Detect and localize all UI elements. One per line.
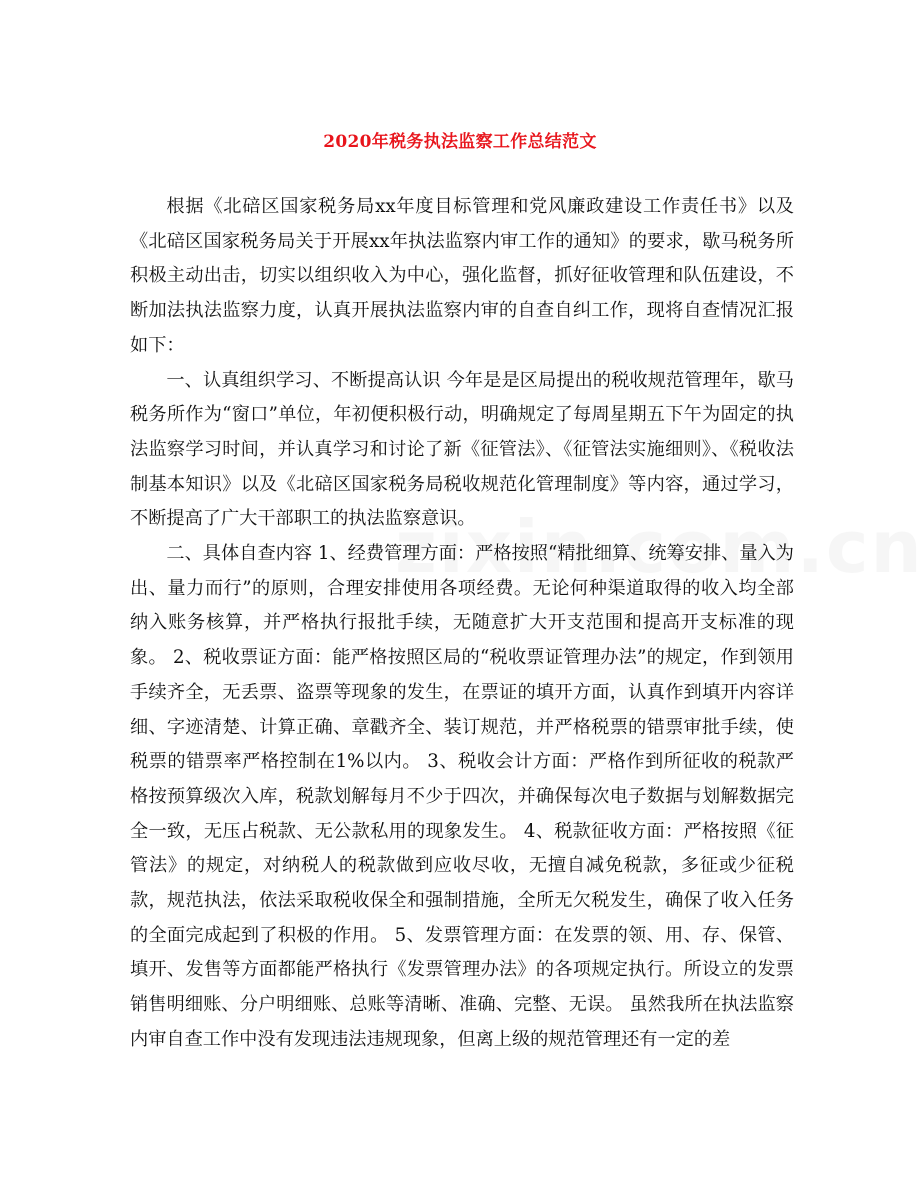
document-title: 2020年税务执法监察工作总结范文 — [323, 132, 597, 152]
paragraph-section-one: 一、认真组织学习、不断提高认识 今年是是区局提出的税收规范管理年，歇马税务所作为“窗口”单位，年初便积极行动，明确规定了每周星期五下午为固定的执法监察学习时间，并认真学习和讨论了新《征管法》、《征管法实施细则》、《税收法制基本知识》以及《北碚区国家税务局税收规范化管理制度》等内容，通过学习，不断提高了广大干部职工的执法监察意识。 — [130, 369, 794, 530]
paragraph-intro: 根据《北碚区国家税务局xx年度目标管理和党风廉政建设工作责任书》以及《北碚区国家税务局关于开展xx年执法监察内审工作的通知》的要求，歇马税务所积极主动出击，切实以组织收入为中心，强化监督，抓好征收管理和队伍建设，不断加法执法监察力度，认真开展执法监察内审的自查自纠工作，现将自查情况汇报如下： — [130, 196, 794, 356]
paragraph-section-two: 二、具体自查内容 1、经费管理方面：严格按照“精批细算、统筹安排、量入为出、量力而行”的原则，合理安排使用各项经费。无论何种渠道取得的收入均全部纳入账务核算，并严格执行报批手续，无随意扩大开支范围和提高开支标准的现象。 2、税收票证方面：能严格按照区局的“税收票证管理办法”的规定，作到领用手续齐全，无丢票、盗票等现象的发生，在票证的填开方面，认真作到填开内容详细、字迹清楚、计算正确、章戳齐全、装订规范，并严格税票的错票审批手续，使税票的错票率严格控制在1%以内。 3、税收会计方面：严格作到所征收的税款严格按预算级次入库，税款划解每月不少于四次，并确保每次电子数据与划解数据完全一致，无压占税款、无公款私用的现象发生。 4、税款征收方面：严格按照《征管法》的规定，对纳税人的税款做到应收尽收，无擅自减免税款，多征或少征税款，规范执法，依法采取税收保全和强制措施，全所无欠税发生，确保了收入任务的全面完成起到了积极的作用。 5、发票管理方面：在发票的领、用、存、保管、填开、发售等方面都能严格执行《发票管理办法》的各项规定执行。所设立的发票销售明细账、分户明细账、总账等清晰、准确、完整、无误。 虽然我所在执法监察内审自查工作中没有发现违法违规现象，但离上级的规范管理还有一定的差 — [130, 543, 794, 1050]
document-body — [130, 190, 794, 1058]
